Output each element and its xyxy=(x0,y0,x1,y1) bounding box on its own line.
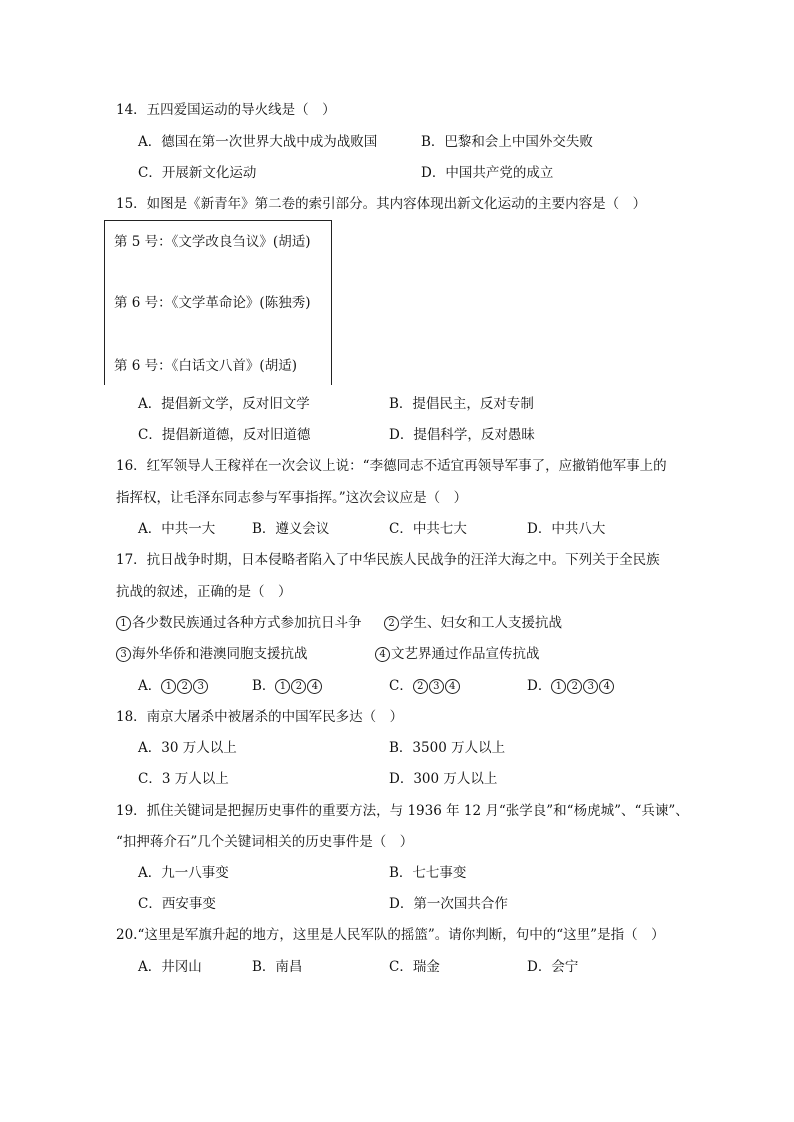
q17-option-a-number: 1 xyxy=(161,679,176,694)
q17-option-a xyxy=(138,677,209,695)
q17-option-d-label: D． xyxy=(527,678,552,694)
q17-statement-2-text: 学生、妇女和工人支援抗战 xyxy=(400,615,562,631)
q17-option-b-number: 2 xyxy=(291,679,306,694)
q17-option-c-number: 3 xyxy=(429,679,444,694)
q17-option-d xyxy=(527,677,615,695)
q17-option-b-number: 1 xyxy=(275,679,290,694)
q17-option-a-number: 2 xyxy=(177,679,192,694)
q17-stem-line-2: 抗战的叙述，正确的是（ ） xyxy=(116,584,292,600)
q14-stem: 14．五四爱国运动的导火线是（ ） xyxy=(116,102,336,118)
q17-option-c-number: 4 xyxy=(445,679,460,694)
q15-option-c: C．提倡新道德，反对旧道德 xyxy=(138,427,311,443)
q14-option-c: C．开展新文化运动 xyxy=(138,165,257,181)
q16-option-a: A．中共一大 xyxy=(138,521,216,537)
q15-option-d: D．提倡科学，反对愚昧 xyxy=(389,427,535,443)
q18-option-c: C．3 万人以上 xyxy=(138,771,229,787)
q17-statement-1-text: 各少数民族通过各种方式参加抗日斗争 xyxy=(132,615,362,631)
q19-stem-line-1: 19．抓住关键词是把握历史事件的重要方法，与 1936 年 12 月“张学良”和“杨虎城”、“兵谏”、 xyxy=(116,803,689,819)
q17-statement-1 xyxy=(116,614,362,632)
q17-statement-2-number: 2 xyxy=(384,616,399,631)
q18-option-d: D．300 万人以上 xyxy=(389,771,498,787)
q17-option-b xyxy=(252,677,323,695)
q19-option-c: C．西安事变 xyxy=(138,896,216,912)
q19-option-a: A．九一八事变 xyxy=(138,865,229,881)
q19-stem-line-2: “扣押蒋介石”几个关键词相关的历史事件是（ ） xyxy=(116,834,414,850)
q16-option-d: D．中共八大 xyxy=(527,521,606,537)
q17-option-d-number: 2 xyxy=(567,679,582,694)
q15-option-b: B．提倡民主，反对专制 xyxy=(389,396,534,412)
q15-option-a: A．提倡新文学，反对旧文学 xyxy=(138,396,310,412)
q17-statement-3-number: 3 xyxy=(116,647,131,662)
q17-statement-4-text: 文艺界通过作品宣传抗战 xyxy=(391,646,540,662)
q20-option-d: D．会宁 xyxy=(527,959,579,975)
q20-stem: 20.“这里是军旗升起的地方，这里是人民军队的摇篮”。请你判断，句中的“这里”是指（ ） xyxy=(116,927,665,943)
q18-option-b: B．3500 万人以上 xyxy=(389,740,506,756)
q17-statement-1-number: 1 xyxy=(116,616,131,631)
q17-statement-3 xyxy=(116,645,308,663)
q17-option-c-label: C． xyxy=(389,678,413,694)
q17-option-c-number: 2 xyxy=(413,679,428,694)
q19-option-d: D．第一次国共合作 xyxy=(389,896,508,912)
q20-option-c: C．瑞金 xyxy=(389,959,440,975)
q15-index-line-3: 第 6 号：《白话文八首》(胡适) xyxy=(114,358,297,374)
q18-option-a: A．30 万人以上 xyxy=(138,740,237,756)
q17-statement-3-text: 海外华侨和港澳同胞支援抗战 xyxy=(132,646,308,662)
q18-stem: 18．南京大屠杀中被屠杀的中国军民多达（ ） xyxy=(116,709,404,725)
q16-option-c: C．中共七大 xyxy=(389,521,467,537)
q15-stem: 15．如图是《新青年》第二卷的索引部分。其内容体现出新文化运动的主要内容是（ ） xyxy=(116,196,647,212)
q19-option-b: B．七七事变 xyxy=(389,865,467,881)
q17-stem-line-1: 17．抗日战争时期，日本侵略者陷入了中华民族人民战争的汪洋大海之中。下列关于全民族 xyxy=(116,552,660,568)
q20-option-a: A．井冈山 xyxy=(138,959,202,975)
q17-statement-2 xyxy=(384,614,562,632)
q16-stem-line-1: 16．红军领导人王稼祥在一次会议上说：“李德同志不适宜再领导军事了，应撤销他军事上的 xyxy=(116,458,667,474)
q17-option-b-label: B． xyxy=(252,678,276,694)
q16-option-b: B．遵义会议 xyxy=(252,521,330,537)
q17-option-b-number: 4 xyxy=(307,679,322,694)
q15-index-line-2: 第 6 号：《文学革命论》(陈独秀) xyxy=(114,295,311,311)
q17-statement-4-number: 4 xyxy=(375,647,390,662)
q17-option-d-number: 3 xyxy=(583,679,598,694)
q17-option-c xyxy=(389,677,461,695)
q14-option-a: A．德国在第一次世界大战中成为战败国 xyxy=(138,134,378,150)
q17-statement-4 xyxy=(375,645,540,663)
q16-stem-line-2: 指挥权，让毛泽东同志参与军事指挥。”这次会议应是（ ） xyxy=(116,490,468,506)
q14-option-d: D．中国共产党的成立 xyxy=(421,165,554,181)
q17-option-a-number: 3 xyxy=(193,679,208,694)
q20-option-b: B．南昌 xyxy=(252,959,303,975)
q14-option-b: B．巴黎和会上中国外交失败 xyxy=(421,134,593,150)
q17-option-d-number: 1 xyxy=(551,679,566,694)
q17-option-d-number: 4 xyxy=(599,679,614,694)
q15-index-line-1: 第 5 号：《文学改良刍议》(胡适) xyxy=(114,234,311,250)
q17-option-a-label: A． xyxy=(138,678,162,694)
